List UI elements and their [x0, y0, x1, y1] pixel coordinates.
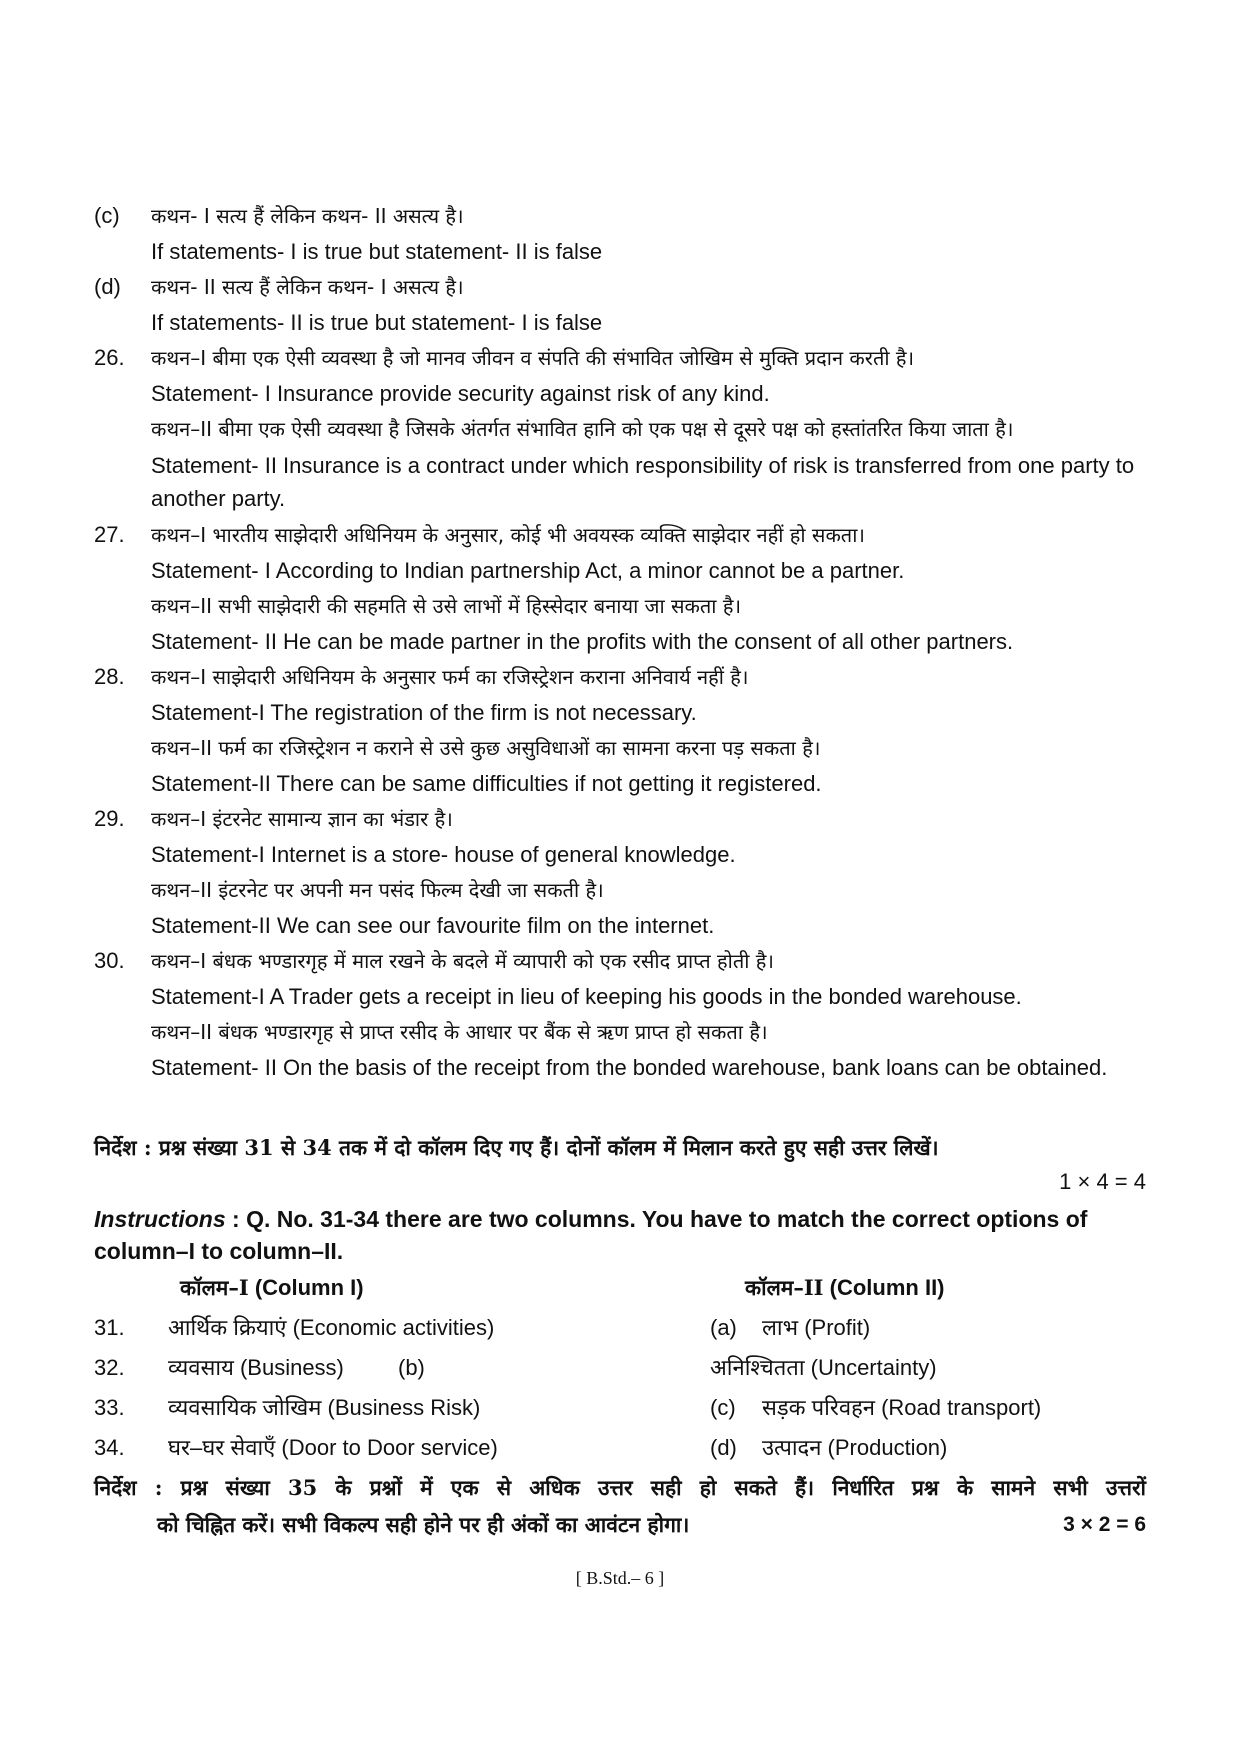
instructions [94, 1203, 1146, 1267]
instructions-text: : Q. No. 31-34 there are two columns. You have to match the correct options of column–I to column–II. [94, 1206, 1088, 1264]
question-28 [0, 661, 1240, 693]
match-option-label: (d) [710, 1435, 737, 1460]
statement-1-hindi: कथन–I बंधक भण्डारगृह में माल रखने के बदले में व्यापारी को एक रसीद प्राप्त होती है। [151, 949, 774, 973]
option-label: (c) [94, 203, 120, 228]
column-1-header [180, 1272, 364, 1304]
statement-1-hindi: कथन–I बीमा एक ऐसी व्यवस्था है जो मानव जीवन व संपति की संभावित जोखिम से मुक्ति प्रदान करती है। [151, 346, 915, 370]
option-text-hindi: कथन- II सत्य हैं लेकिन कथन- I असत्य है। [151, 275, 464, 299]
statement-1-hindi: कथन–I इंटरनेट सामान्य ज्ञान का भंडार है। [151, 807, 453, 831]
match-right: सड़क परिवहन (Road transport) [762, 1395, 1042, 1420]
match-option-label: (a) [710, 1315, 737, 1340]
column-1-header-english: (Column I) [254, 1275, 364, 1300]
marks-row [0, 1166, 1240, 1198]
marks-scheme: 1 × 4 = 4 [1059, 1169, 1146, 1194]
option-label: (d) [94, 274, 121, 299]
statement-1-english: Statement- I Insurance provide security against risk of any kind. [151, 381, 770, 406]
statement-2-english: Statement-II There can be same difficulties if not getting it registered. [151, 771, 822, 796]
directive-2-marks: 3 × 2 = 6 [1063, 1513, 1146, 1536]
instructions-label: Instructions [94, 1206, 226, 1232]
statement-2-hindi: कथन–II सभी साझेदारी की सहमति से उसे लाभों में हिस्सेदार बनाया जा सकता है। [151, 594, 742, 618]
match-option-label: (c) [710, 1395, 736, 1420]
option-row [0, 307, 1240, 339]
statement-row [0, 1052, 1240, 1084]
directive-hindi: निर्देश : प्रश्न संख्या 31 से 34 तक में दो कॉलम दिए गए हैं। दोनों कॉलम में मिलान करते हुए सही उत्तर लिखें। [94, 1135, 939, 1160]
match-row [0, 1392, 1240, 1424]
match-right: अनिश्चितता (Uncertainty) [710, 1355, 937, 1380]
match-number: 31. [94, 1315, 125, 1340]
match-row [0, 1312, 1240, 1344]
match-row [0, 1432, 1240, 1464]
statement-row [0, 874, 1240, 906]
statement-1-english: Statement-I The registration of the firm is not necessary. [151, 700, 697, 725]
match-right: लाभ (Profit) [762, 1315, 871, 1340]
statement-1-english: Statement- I According to Indian partnership Act, a minor cannot be a partner. [151, 558, 905, 583]
statement-row [0, 1016, 1240, 1048]
page-footer: [ B.Std.– 6 ] [575, 1568, 665, 1588]
statement-1-hindi: कथन–I साझेदारी अधिनियम के अनुसार फर्म का रजिस्ट्रेशन कराना अनिवार्य नहीं है। [151, 665, 749, 689]
statement-row [0, 378, 1240, 410]
statement-row [0, 555, 1240, 587]
option-text-english: If statements- II is true but statement- I is false [151, 310, 603, 335]
question-26 [0, 342, 1240, 374]
match-left: व्यवसायिक जोखिम (Business Risk) [168, 1395, 481, 1420]
statement-1-hindi: कथन–I भारतीय साझेदारी अधिनियम के अनुसार, कोई भी अवयस्क व्यक्ति साझेदार नहीं हो सकता। [151, 523, 865, 547]
column-2-header [745, 1272, 945, 1304]
match-left: व्यवसाय (Business) [168, 1355, 344, 1380]
match-row [0, 1352, 1240, 1384]
question-number: 30. [94, 948, 125, 973]
match-number: 33. [94, 1395, 125, 1420]
column-1-header-hindi: कॉलम–I [180, 1275, 249, 1300]
statement-2-english: Statement- II Insurance is a contract under which responsibility of risk is transferred from one party to another party. [151, 453, 1135, 511]
statement-row [0, 910, 1240, 942]
match-number: 32. [94, 1355, 125, 1380]
statement-row [0, 839, 1240, 871]
statement-row [0, 768, 1240, 800]
question-29 [0, 803, 1240, 835]
statement-2-hindi: कथन–II इंटरनेट पर अपनी मन पसंद फिल्म देखी जा सकती है। [151, 878, 604, 902]
match-number: 34. [94, 1435, 125, 1460]
statement-2-hindi: कथन–II बीमा एक ऐसी व्यवस्था है जिसके अंतर्गत संभावित हानि को एक पक्ष से दूसरे पक्ष को हस्तांतरित किया जाता है। [151, 417, 1014, 441]
directive-2-line-1: निर्देश : प्रश्न संख्या 35 के प्रश्नों में एक से अधिक उत्तर सही हो सकते हैं। निर्धारित प्रश्न के सामने सभी उत्तरों [94, 1475, 1146, 1500]
column-2-header-hindi: कॉलम–II [745, 1275, 824, 1300]
question-27 [0, 519, 1240, 551]
column-2-header-english: (Column II) [829, 1275, 945, 1300]
match-left: घर–घर सेवाएँ (Door to Door service) [168, 1435, 498, 1460]
statement-1-english: Statement-I A Trader gets a receipt in lieu of keeping his goods in the bonded warehouse. [151, 984, 1022, 1009]
statement-row [0, 732, 1240, 764]
statement-row [0, 626, 1240, 658]
option-row [0, 236, 1240, 268]
statement-2-english: Statement- II He can be made partner in the profits with the consent of all other partners. [151, 629, 1014, 654]
question-number: 29. [94, 806, 125, 831]
statement-2-english: Statement-II We can see our favourite film on the internet. [151, 913, 715, 938]
question-number: 27. [94, 522, 125, 547]
match-option-label: (b) [398, 1355, 425, 1380]
statement-row [0, 413, 1240, 445]
match-left: आर्थिक क्रियाएं (Economic activities) [168, 1315, 495, 1340]
statement-2-hindi: कथन–II बंधक भण्डारगृह से प्राप्त रसीद के आधार पर बैंक से ऋण प्राप्त हो सकता है। [151, 1020, 768, 1044]
option-text-hindi: कथन- I सत्य हैं लेकिन कथन- II असत्य है। [151, 204, 464, 228]
option-row [0, 200, 1240, 232]
statement-1-english: Statement-I Internet is a store- house of general knowledge. [151, 842, 736, 867]
question-30 [0, 945, 1240, 977]
match-right: उत्पादन (Production) [762, 1435, 948, 1460]
option-row [0, 271, 1240, 303]
question-number: 28. [94, 664, 125, 689]
statement-row [0, 697, 1240, 729]
directive-2-line-2: को चिह्नित करें। सभी विकल्प सही होने पर ही अंकों का आवंटन होगा। [157, 1512, 690, 1537]
statement-row [0, 590, 1240, 622]
statement-2-english: Statement- II On the basis of the receipt from the bonded warehouse, bank loans can be obtained. [151, 1055, 1108, 1080]
statement-row [0, 981, 1240, 1013]
question-number: 26. [94, 345, 125, 370]
option-text-english: If statements- I is true but statement- II is false [151, 239, 603, 264]
statement-2-hindi: कथन–II फर्म का रजिस्ट्रेशन न कराने से उसे कुछ असुविधाओं का सामना करना पड़ सकता है। [151, 736, 821, 760]
